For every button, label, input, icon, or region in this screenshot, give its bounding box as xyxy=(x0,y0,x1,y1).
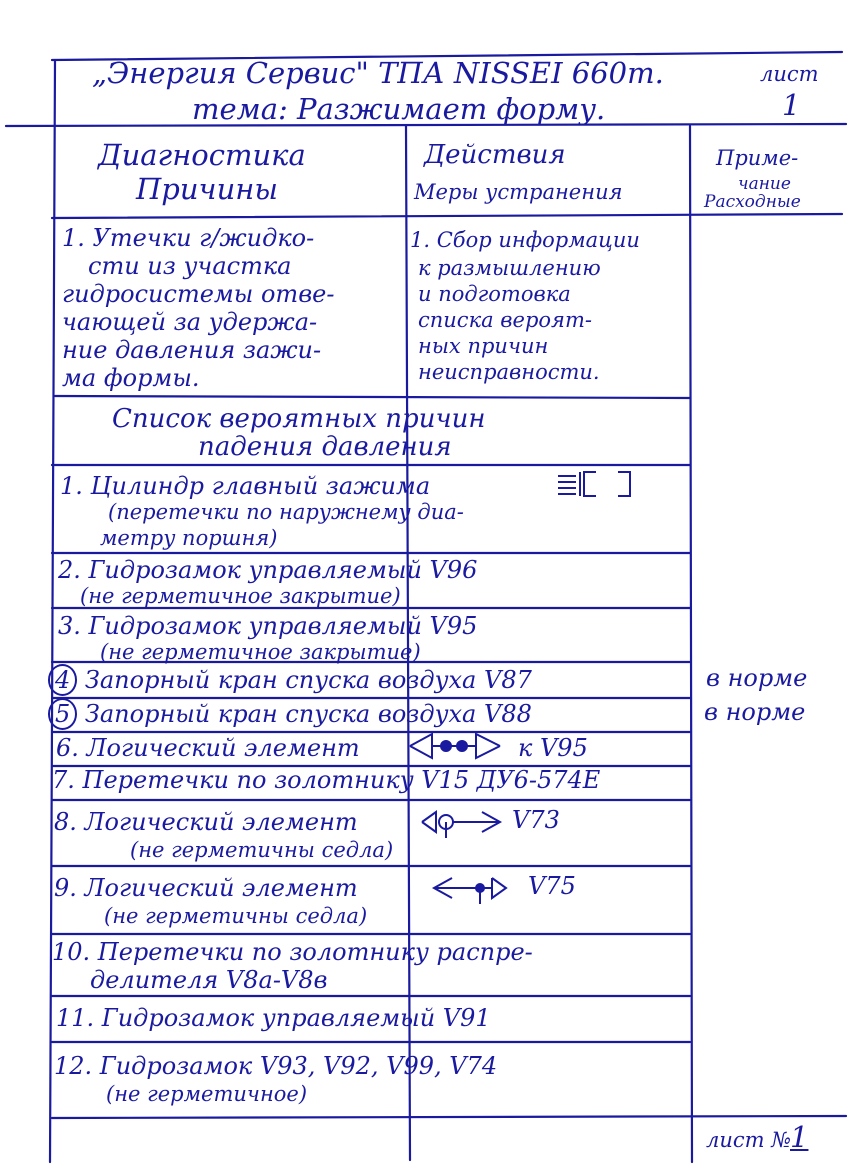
cause-line: гидросистемы отве- xyxy=(62,280,335,308)
list-item-ref: V73 xyxy=(512,806,560,834)
diagnostics-header: Диагностика xyxy=(98,138,306,172)
list-item-detail: (не герметичны седла) xyxy=(104,904,368,928)
cause-line: ма формы. xyxy=(62,364,200,392)
list-item: 7. Перетечки по золотнику V15 ДУ6-574Е xyxy=(52,766,601,794)
list-item-detail: (не герметичны седла) xyxy=(130,838,394,862)
circled-number: 4 xyxy=(48,664,77,696)
cause-line: сти из участка xyxy=(88,252,292,280)
footer-sheet-label: лист № xyxy=(706,1128,792,1152)
list-item-text: Запорный кран спуска воздуха V87 xyxy=(84,666,532,694)
item-note: в норме xyxy=(706,664,808,692)
logic-element-symbol-icon xyxy=(408,730,504,762)
remedy-header: Меры устранения xyxy=(414,180,623,204)
list-item-detail: метру поршня) xyxy=(100,526,278,550)
cause-line: чающей за удержа- xyxy=(62,308,318,336)
list-item-detail: (не герметичное) xyxy=(106,1082,308,1106)
note-header-1: Приме- xyxy=(716,146,799,170)
cause-line: 1. Утечки г/жидко- xyxy=(62,224,315,252)
footer-sheet-number: 1 xyxy=(790,1120,809,1154)
list-item-text: Запорный кран спуска воздуха V88 xyxy=(84,700,532,728)
cylinder-symbol-icon xyxy=(556,468,640,500)
list-subtitle: падения давления xyxy=(198,432,452,462)
logic-element-symbol-icon xyxy=(430,872,526,906)
list-item: 2. Гидрозамок управляемый V96 xyxy=(58,556,478,584)
sheet-label: лист xyxy=(760,62,819,86)
list-item-detail: (не герметичное закрытие) xyxy=(80,584,401,608)
action-line: ных причин xyxy=(418,334,549,358)
action-line: 1. Сбор информации xyxy=(410,228,640,252)
list-item: 10. Перетечки по золотнику распре- xyxy=(52,938,533,966)
list-item xyxy=(48,666,532,694)
action-line: к размышлению xyxy=(418,256,601,280)
cause-line: ние давления зажи- xyxy=(62,336,322,364)
actions-header: Действия xyxy=(424,140,566,170)
list-title: Список вероятных причин xyxy=(112,404,486,434)
first-row-bottom-line xyxy=(55,396,690,398)
company-line: „Энергия Сервис" ТПА NISSEI 660т. xyxy=(92,56,664,90)
column-header-line xyxy=(52,214,842,218)
item-note: в норме xyxy=(704,698,806,726)
causes-header: Причины xyxy=(136,172,278,206)
note-header-3: Расходные xyxy=(704,192,801,212)
list-item: 6. Логический элемент xyxy=(56,734,360,762)
topic-line: тема: Разжимает форму. xyxy=(192,92,606,126)
list-item: 3. Гидрозамок управляемый V95 xyxy=(58,612,478,640)
notes-column-line xyxy=(690,126,692,1162)
list-item-detail: (не герметичное закрытие) xyxy=(100,640,421,664)
list-item-ref: к V95 xyxy=(518,734,588,762)
list-item: 12. Гидрозамок V93, V92, V99, V74 xyxy=(54,1052,498,1080)
action-line: списка вероят- xyxy=(418,308,592,332)
list-item-detail: (перетечки по наружнему диа- xyxy=(108,500,464,524)
action-line: и подготовка xyxy=(418,282,571,306)
logic-element-symbol-icon xyxy=(420,806,506,840)
list-item: 9. Логический элемент xyxy=(54,874,358,902)
list-item: 8. Логический элемент xyxy=(54,808,358,836)
list-item: 1. Цилиндр главный зажима xyxy=(60,472,431,500)
bottom-line xyxy=(52,1116,846,1118)
list-item-detail: делителя V8а-V8в xyxy=(90,966,328,994)
note-header-2: чание xyxy=(738,174,791,194)
list-item-ref: V75 xyxy=(528,872,576,900)
sheet-number: 1 xyxy=(782,88,801,122)
list-item xyxy=(48,700,532,728)
list-item: 11. Гидрозамок управляемый V91 xyxy=(56,1004,491,1032)
circled-number: 5 xyxy=(48,698,77,730)
action-line: неисправности. xyxy=(418,360,600,384)
